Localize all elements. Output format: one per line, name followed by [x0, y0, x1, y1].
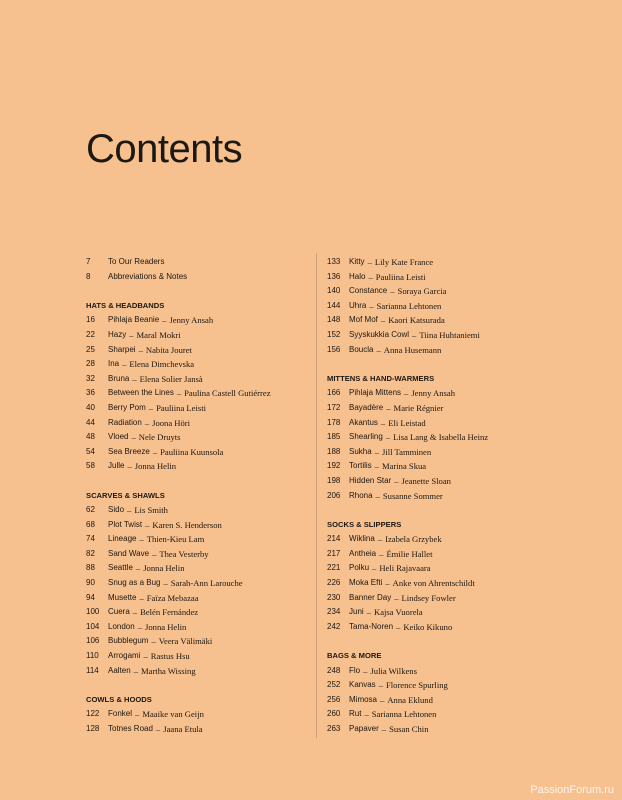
contents-entry	[86, 532, 311, 547]
entry-designer: Jenny Ansah	[169, 315, 214, 326]
entry-designer: Faïza Mebazaa	[146, 592, 199, 603]
contents-entry	[327, 620, 562, 635]
entry-designer: Kaori Katsurada	[388, 315, 445, 326]
contents-section	[86, 693, 311, 737]
section-heading: SOCKS & SLIPPERS	[327, 519, 402, 529]
entry-designer: Lily Kate France	[374, 257, 434, 267]
contents-entry	[86, 445, 311, 460]
entry-page-number: 25	[86, 344, 95, 354]
entry-separator: –	[379, 548, 384, 559]
entry-page-number: 22	[86, 329, 95, 339]
contents-entry	[327, 313, 562, 328]
entry-page-number: 32	[86, 373, 95, 383]
entry-page-number: 217	[327, 548, 341, 558]
entry-separator: –	[148, 402, 154, 413]
entry-pattern-name: Papaver	[349, 724, 379, 733]
entry-designer: Anna Eklund	[387, 694, 433, 705]
entry-page-number: 133	[327, 257, 341, 266]
entry-separator: –	[374, 446, 379, 457]
entry-pattern-name: Seattle	[108, 563, 133, 573]
contents-entry	[327, 343, 562, 358]
entry-separator: –	[390, 286, 395, 297]
entry-separator: –	[135, 563, 141, 574]
entry-separator: –	[132, 607, 138, 618]
contents-entry	[327, 416, 562, 431]
entry-pattern-name: Bayadère	[349, 402, 384, 412]
entry-designer: Susan Chin	[389, 724, 429, 734]
contents-entry	[86, 518, 311, 533]
entry-designer: Jonna Helin	[145, 621, 187, 632]
entry-pattern-name: Arrogami	[108, 651, 141, 661]
contents-entry	[327, 664, 562, 679]
entry-designer: Pauliina Leisti	[156, 402, 206, 413]
entry-pattern-name: Juni	[349, 607, 364, 617]
entry-page-number: 144	[327, 300, 341, 310]
contents-entry	[327, 722, 562, 737]
entry-separator: –	[129, 329, 134, 340]
entry-designer: Kajsa Vuorela	[373, 607, 423, 618]
entry-pattern-name: Hidden Star	[349, 475, 392, 485]
entry-page-number: 156	[327, 344, 341, 354]
entry-separator: –	[412, 329, 417, 340]
entry-pattern-name: Abbreviations & Notes	[108, 271, 188, 281]
entry-separator: –	[380, 315, 386, 326]
entry-separator: –	[163, 578, 168, 589]
contents-column-right	[327, 255, 562, 737]
entry-pattern-name: Plot Twist	[108, 519, 143, 529]
column-divider	[316, 253, 317, 738]
section-heading: BAGS & MORE	[327, 651, 382, 661]
entry-separator: –	[127, 461, 132, 472]
entry-page-number: 140	[327, 286, 341, 296]
entry-pattern-name: Kitty	[349, 257, 365, 266]
contents-entry	[86, 547, 311, 562]
entry-separator: –	[143, 651, 148, 662]
contents-section	[86, 489, 311, 679]
section-heading: HATS & HEADBANDS	[86, 300, 165, 310]
entry-page-number: 152	[327, 329, 341, 339]
contents-entry	[86, 459, 311, 474]
entry-separator: –	[385, 578, 390, 589]
section-heading: COWLS & HOODS	[86, 694, 152, 704]
entry-designer: Lis Smith	[134, 505, 168, 516]
entry-page-number: 252	[327, 680, 341, 690]
entry-pattern-name: Boucla	[349, 344, 374, 354]
contents-entry	[327, 270, 562, 285]
entry-page-number: 58	[86, 461, 95, 471]
entry-designer: Lisa Lang & Isabella Heinz	[393, 432, 489, 443]
entry-page-number: 40	[86, 402, 95, 412]
entry-page-number: 248	[327, 665, 341, 675]
entry-pattern-name: Snug as a Bug	[108, 578, 161, 588]
entry-pattern-name: Sand Wave	[108, 548, 150, 558]
entry-page-number: 172	[327, 402, 341, 412]
contents-column-left	[86, 255, 311, 737]
entry-designer: Belén Fernández	[140, 607, 199, 618]
entry-separator: –	[378, 680, 383, 691]
contents-entry	[86, 255, 311, 270]
entry-pattern-name: Sukha	[349, 446, 372, 456]
entry-designer: Thea Vesterby	[159, 548, 209, 559]
entry-separator: –	[366, 607, 371, 618]
entry-page-number: 104	[86, 621, 100, 631]
entry-page-number: 88	[86, 563, 95, 573]
entry-page-number: 106	[86, 636, 100, 646]
entry-designer: Karen S. Henderson	[152, 519, 222, 530]
entry-separator: –	[139, 534, 144, 545]
entry-designer: Sarianna Lehtonen	[376, 300, 442, 311]
contents-entry	[86, 372, 311, 387]
entry-pattern-name: To Our Readers	[108, 257, 165, 266]
contents-entry	[86, 357, 311, 372]
entry-pattern-name: Hazy	[108, 329, 127, 339]
entry-designer: Eli Leistad	[388, 417, 426, 428]
entry-page-number: 82	[86, 548, 95, 558]
entry-pattern-name: Halo	[349, 271, 366, 281]
entry-page-number: 136	[327, 271, 341, 281]
contents-entry	[86, 401, 311, 416]
entry-page-number: 94	[86, 592, 95, 602]
entry-separator: –	[404, 388, 409, 399]
entry-page-number: 198	[327, 475, 341, 485]
entry-pattern-name: Sharpei	[108, 344, 136, 354]
contents-entry	[327, 693, 562, 708]
entry-separator: –	[363, 665, 368, 676]
entry-separator: –	[144, 417, 150, 428]
entry-separator: –	[151, 636, 156, 647]
entry-designer: Sarah-Ann Larouche	[170, 578, 243, 589]
entry-page-number: 166	[327, 388, 341, 398]
entry-pattern-name: Moka Efti	[349, 578, 383, 588]
entry-pattern-name: Pihlaja Mittens	[349, 388, 402, 398]
entry-designer: Keiko Kikuno	[403, 621, 453, 632]
entry-designer: Florence Spurling	[385, 680, 448, 691]
entry-pattern-name: Radiation	[108, 417, 142, 427]
entry-designer: Izabela Grzybek	[385, 534, 442, 545]
entry-separator: –	[396, 621, 401, 632]
contents-entry	[327, 474, 562, 489]
entry-designer: Joona Höri	[152, 417, 191, 428]
entry-designer: Lindsey Fowler	[401, 592, 456, 603]
entry-separator: –	[375, 490, 380, 501]
entry-page-number: 74	[86, 534, 95, 544]
entry-designer: Émilie Hallet	[386, 548, 433, 559]
page-title: Contents	[86, 126, 243, 171]
entry-separator: –	[368, 271, 373, 282]
entry-designer: Susanne Sommer	[382, 490, 443, 501]
contents-section	[86, 255, 311, 284]
contents-entry	[86, 620, 311, 635]
contents-entry	[327, 489, 562, 504]
entry-separator: –	[385, 432, 391, 443]
entry-separator: –	[131, 432, 136, 443]
entry-separator: –	[381, 724, 387, 734]
entry-page-number: 214	[327, 534, 341, 544]
contents-entry	[86, 270, 311, 285]
section-heading: SCARVES & SHAWLS	[86, 490, 165, 500]
entry-separator: –	[380, 694, 385, 705]
entry-page-number: 28	[86, 359, 95, 369]
entry-designer: Jonna Helin	[143, 563, 185, 574]
entry-separator: –	[155, 724, 161, 734]
entry-page-number: 256	[327, 694, 341, 704]
entry-separator: –	[135, 709, 140, 720]
entry-page-number: 221	[327, 563, 341, 573]
entry-pattern-name: Banner Day	[349, 592, 392, 602]
entry-page-number: 16	[86, 315, 95, 325]
entry-pattern-name: Uhra	[349, 300, 367, 310]
entry-page-number: 90	[86, 578, 95, 588]
entry-pattern-name: Musette	[108, 592, 137, 602]
entry-pattern-name: Cuera	[108, 607, 130, 617]
contents-entry	[327, 445, 562, 460]
entry-designer: Jonna Helin	[134, 461, 177, 472]
entry-designer: Jeanette Sloan	[401, 475, 451, 486]
entry-designer: Pauliina Leisti	[375, 271, 426, 282]
contents-entry	[327, 678, 562, 693]
entry-pattern-name: Bubblegum	[108, 636, 149, 646]
entry-pattern-name: Ina	[108, 359, 120, 369]
entry-separator: –	[367, 257, 372, 267]
entry-designer: Elena Solier Jansà	[139, 373, 203, 384]
contents-entry	[327, 430, 562, 445]
entry-separator: –	[376, 344, 381, 355]
contents-entry	[86, 664, 311, 679]
entry-designer: Marina Skua	[381, 461, 427, 472]
entry-pattern-name: Totnes Road	[108, 724, 153, 733]
entry-page-number: 36	[86, 388, 95, 398]
entry-designer: Elena Dimchevska	[129, 359, 195, 370]
entry-pattern-name: Rut	[349, 709, 362, 719]
contents-section	[327, 255, 562, 357]
contents-entry	[86, 576, 311, 591]
entry-designer: Maaike van Geijn	[142, 709, 204, 720]
entry-pattern-name: Tama-Noren	[349, 621, 394, 631]
entry-page-number: 226	[327, 578, 341, 588]
entry-separator: –	[394, 592, 399, 603]
contents-entry	[327, 386, 562, 401]
entry-page-number: 68	[86, 519, 95, 529]
entry-pattern-name: Mof Mof	[349, 315, 378, 325]
contents-entry	[86, 707, 311, 722]
entry-page-number: 110	[86, 651, 99, 661]
entry-designer: Heli Rajavaara	[379, 563, 431, 574]
contents-entry	[86, 416, 311, 431]
entry-pattern-name: Tortilis	[349, 461, 372, 471]
entry-pattern-name: Constance	[349, 286, 388, 296]
entry-pattern-name: Aalten	[108, 665, 131, 675]
entry-pattern-name: Pihlaja Beanie	[108, 315, 160, 325]
contents-entry	[327, 459, 562, 474]
entry-pattern-name: London	[108, 621, 135, 631]
entry-separator: –	[152, 548, 157, 559]
entry-separator: –	[122, 359, 127, 370]
entry-page-number: 54	[86, 446, 95, 456]
entry-pattern-name: Sido	[108, 505, 125, 515]
contents-entry	[327, 299, 562, 314]
entry-separator: –	[386, 402, 391, 413]
entry-separator: –	[152, 446, 158, 457]
contents-entry	[327, 605, 562, 620]
entry-page-number: 234	[327, 607, 341, 617]
entry-pattern-name: Mimosa	[349, 694, 378, 704]
entry-designer: Sarianna Lehtonen	[371, 709, 437, 720]
contents-entry	[327, 561, 562, 576]
entry-page-number: 148	[327, 315, 341, 325]
entry-separator: –	[380, 417, 386, 428]
entry-pattern-name: Flo	[349, 665, 361, 675]
entry-designer: Julia Wilkens	[370, 665, 417, 676]
contents-section	[86, 299, 311, 474]
entry-separator: –	[369, 300, 374, 311]
entry-pattern-name: Fonkel	[108, 709, 133, 719]
entry-page-number: 263	[327, 724, 341, 733]
entry-page-number: 230	[327, 592, 341, 602]
entry-separator: –	[145, 519, 150, 530]
entry-page-number: 188	[327, 446, 341, 456]
contents-entry	[86, 430, 311, 445]
entry-separator: –	[176, 388, 182, 399]
entry-designer: Rastus Hsu	[150, 651, 190, 662]
entry-separator: –	[364, 709, 369, 720]
contents-entry	[86, 561, 311, 576]
entry-designer: Soraya Garcia	[397, 286, 447, 297]
entry-page-number: 48	[86, 432, 95, 442]
entry-designer: Marie Régnier	[393, 402, 444, 413]
entry-designer: Thien-Kieu Lam	[146, 534, 205, 545]
contents-entry	[327, 532, 562, 547]
entry-designer: Nabita Jouret	[145, 344, 192, 355]
entry-pattern-name: Rhona	[349, 490, 373, 500]
entry-separator: –	[137, 621, 142, 632]
entry-page-number: 192	[327, 461, 341, 471]
entry-pattern-name: Syyskukkia Cowl	[349, 329, 410, 339]
entry-designer: Veera Välimäki	[158, 636, 213, 647]
contents-entry	[86, 328, 311, 343]
contents-section	[327, 372, 562, 503]
contents-entry	[327, 707, 562, 722]
entry-page-number: 8	[86, 271, 91, 281]
contents-entry	[327, 284, 562, 299]
entry-page-number: 7	[86, 257, 91, 266]
contents-entry	[327, 591, 562, 606]
entry-pattern-name: Sea Breeze	[108, 446, 150, 456]
contents-entry	[86, 503, 311, 518]
entry-pattern-name: Polku	[349, 563, 370, 573]
entry-pattern-name: Vloed	[108, 432, 129, 442]
watermark: PassionForum.ru	[530, 784, 614, 796]
entry-separator: –	[394, 475, 399, 486]
entry-pattern-name: Berry Pom	[108, 402, 146, 412]
contents-entry	[86, 649, 311, 664]
contents-entry	[86, 386, 311, 401]
entry-page-number: 242	[327, 621, 341, 631]
contents-entry	[327, 401, 562, 416]
section-heading: MITTENS & HAND-WARMERS	[327, 373, 435, 383]
entry-page-number: 122	[86, 709, 100, 719]
entry-designer: Nele Druyts	[138, 432, 181, 443]
entry-page-number: 100	[86, 607, 100, 617]
entry-separator: –	[133, 665, 138, 676]
entry-page-number: 206	[327, 490, 341, 500]
entry-page-number: 44	[86, 417, 95, 427]
entry-designer: Jenny Ansah	[411, 388, 456, 399]
contents-section	[327, 518, 562, 635]
entry-page-number: 114	[86, 665, 99, 675]
contents-entry	[327, 576, 562, 591]
entry-separator: –	[372, 563, 377, 574]
contents-entry	[86, 722, 311, 737]
entry-separator: –	[127, 505, 132, 516]
entry-pattern-name: Akantus	[349, 417, 378, 427]
contents-entry	[86, 313, 311, 328]
contents-entry	[86, 343, 311, 358]
contents-entry	[327, 547, 562, 562]
entry-designer: Maral Mokri	[136, 329, 181, 340]
contents-entry	[327, 255, 562, 270]
entry-designer: Tiina Huhtaniemi	[419, 329, 480, 340]
entry-designer: Anna Husemann	[383, 344, 442, 355]
entry-pattern-name: Lineage	[108, 534, 137, 544]
entry-separator: –	[374, 461, 379, 472]
entry-pattern-name: Wiklina	[349, 534, 375, 544]
entry-pattern-name: Julle	[108, 461, 125, 471]
contents-entry	[86, 634, 311, 649]
entry-separator: –	[377, 534, 383, 545]
entry-separator: –	[132, 373, 137, 384]
entry-designer: Anke von Ahrentschildt	[392, 578, 475, 589]
entry-pattern-name: Between the Lines	[108, 388, 174, 398]
entry-page-number: 185	[327, 432, 341, 442]
entry-page-number: 128	[86, 724, 100, 733]
entry-designer: Martha Wissing	[140, 665, 196, 676]
entry-designer: Jaana Etula	[163, 724, 203, 734]
entry-pattern-name: Shearling	[349, 432, 383, 442]
contents-entry	[86, 591, 311, 606]
entry-separator: –	[139, 592, 144, 603]
contents-entry	[86, 605, 311, 620]
contents-section	[327, 649, 562, 737]
entry-designer: Jill Tamminen	[381, 446, 432, 457]
entry-separator: –	[138, 344, 143, 355]
entry-page-number: 260	[327, 709, 341, 719]
entry-designer: Paulina Castell Gutiérrez	[184, 388, 271, 399]
contents-entry	[327, 328, 562, 343]
entry-pattern-name: Kanvas	[349, 680, 376, 690]
entry-pattern-name: Antheia	[349, 548, 377, 558]
entry-page-number: 178	[327, 417, 341, 427]
entry-designer: Pauliina Kuunsola	[160, 446, 224, 457]
entry-separator: –	[162, 315, 167, 326]
entry-pattern-name: Bruna	[108, 373, 130, 383]
entry-page-number: 62	[86, 505, 95, 515]
